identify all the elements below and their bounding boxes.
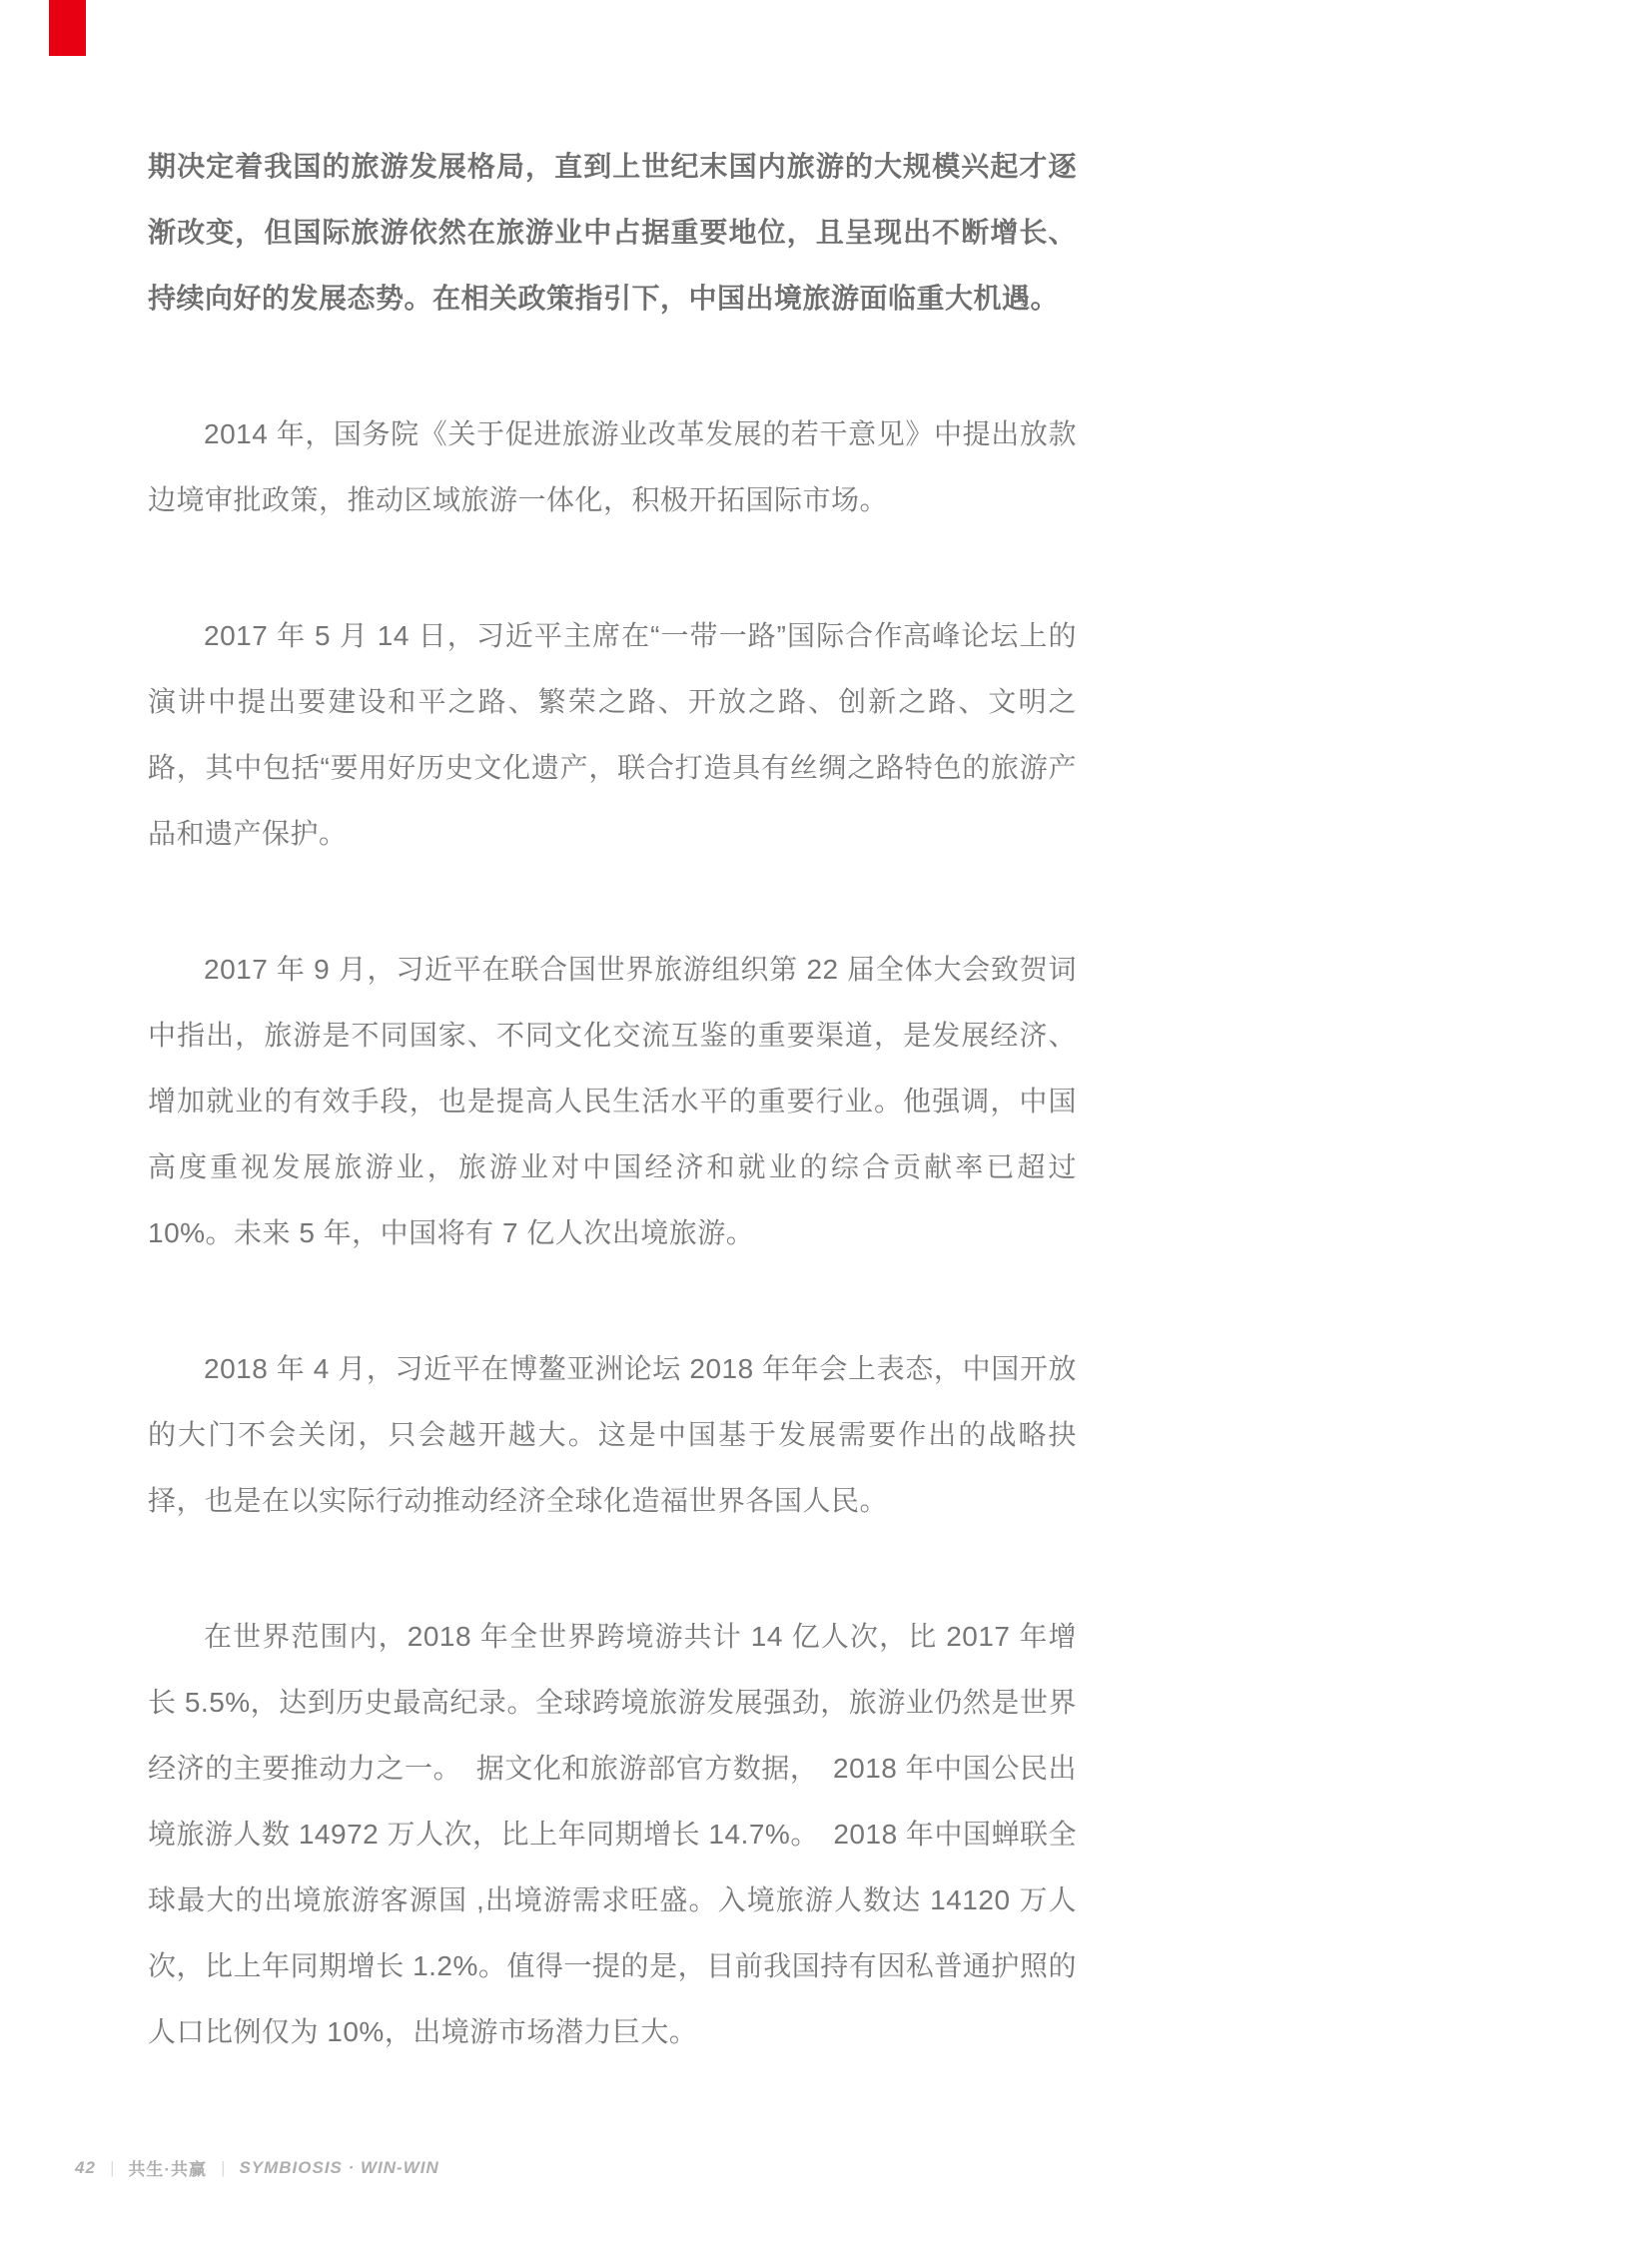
footer-divider: | <box>110 2157 114 2177</box>
paragraph-world-stats: 在世界范围内，2018 年全世界跨境游共计 14 亿人次，比 2017 年增长 5.5%，达到历史最高纪录。全球跨境旅游发展强劲，旅游业仍然是世界经济的主要推动力之一。 据文化和旅游部官方数据， 2018 年中国公民出境旅游人数 14972 万人次，比上年同期增长 14.7%。 2018 年中国蝉联全球最大的出境旅游客源国 ,出境游需求旺盛。入境旅游人数达 14120 万人次，比上年同期增长 1.2%。值得一提的是，目前我国持有因私普通护照的人口比例仅为 10%，出境游市场潜力巨大。 <box>148 1621 1077 2047</box>
paragraph-2018-apr: 2018 年 4 月，习近平在博鳌亚洲论坛 2018 年年会上表态，中国开放的大门不会关闭，只会越开越大。这是中国基于发展需要作出的战略抉择，也是在以实际行动推动经济全球化造福世界各国人民。 <box>148 1353 1077 1516</box>
page-number: 42 <box>75 2157 96 2177</box>
page-footer <box>75 2155 439 2180</box>
red-corner-tab <box>49 0 86 56</box>
paragraph-2014: 2014 年，国务院《关于促进旅游业改革发展的若干意见》中提出放款边境审批政策，推动区域旅游一体化，积极开拓国际市场。 <box>148 418 1077 515</box>
paragraph-2017-may: 2017 年 5 月 14 日，习近平主席在“一带一路”国际合作高峰论坛上的演讲中提出要建设和平之路、繁荣之路、开放之路、创新之路、文明之路，其中包括“要用好历史文化遗产，联合打造具有丝绸之路特色的旅游产品和遗产保护。 <box>148 620 1077 849</box>
footer-divider: | <box>221 2157 225 2177</box>
text-column <box>148 134 1077 2065</box>
footer-title-chinese: 共生·共赢 <box>128 2160 208 2179</box>
footer-title-english: SYMBIOSIS · WIN-WIN <box>239 2157 439 2177</box>
paragraph-2017-sep: 2017 年 9 月，习近平在联合国世界旅游组织第 22 届全体大会致贺词中指出，旅游是不同国家、不同文化交流互鉴的重要渠道，是发展经济、增加就业的有效手段，也是提高人民生活水平的重要行业。他强调，中国高度重视发展旅游业，旅游业对中国经济和就业的综合贡献率已超过 10%。未来 5 年，中国将有 7 亿人次出境旅游。 <box>148 954 1077 1248</box>
intro-heading: 期决定着我国的旅游发展格局，直到上世纪末国内旅游的大规模兴起才逐渐改变，但国际旅游依然在旅游业中占据重要地位，且呈现出不断增长、持续向好的发展态势。在相关政策指引下，中国出境旅游面临重大机遇。 <box>148 151 1077 314</box>
